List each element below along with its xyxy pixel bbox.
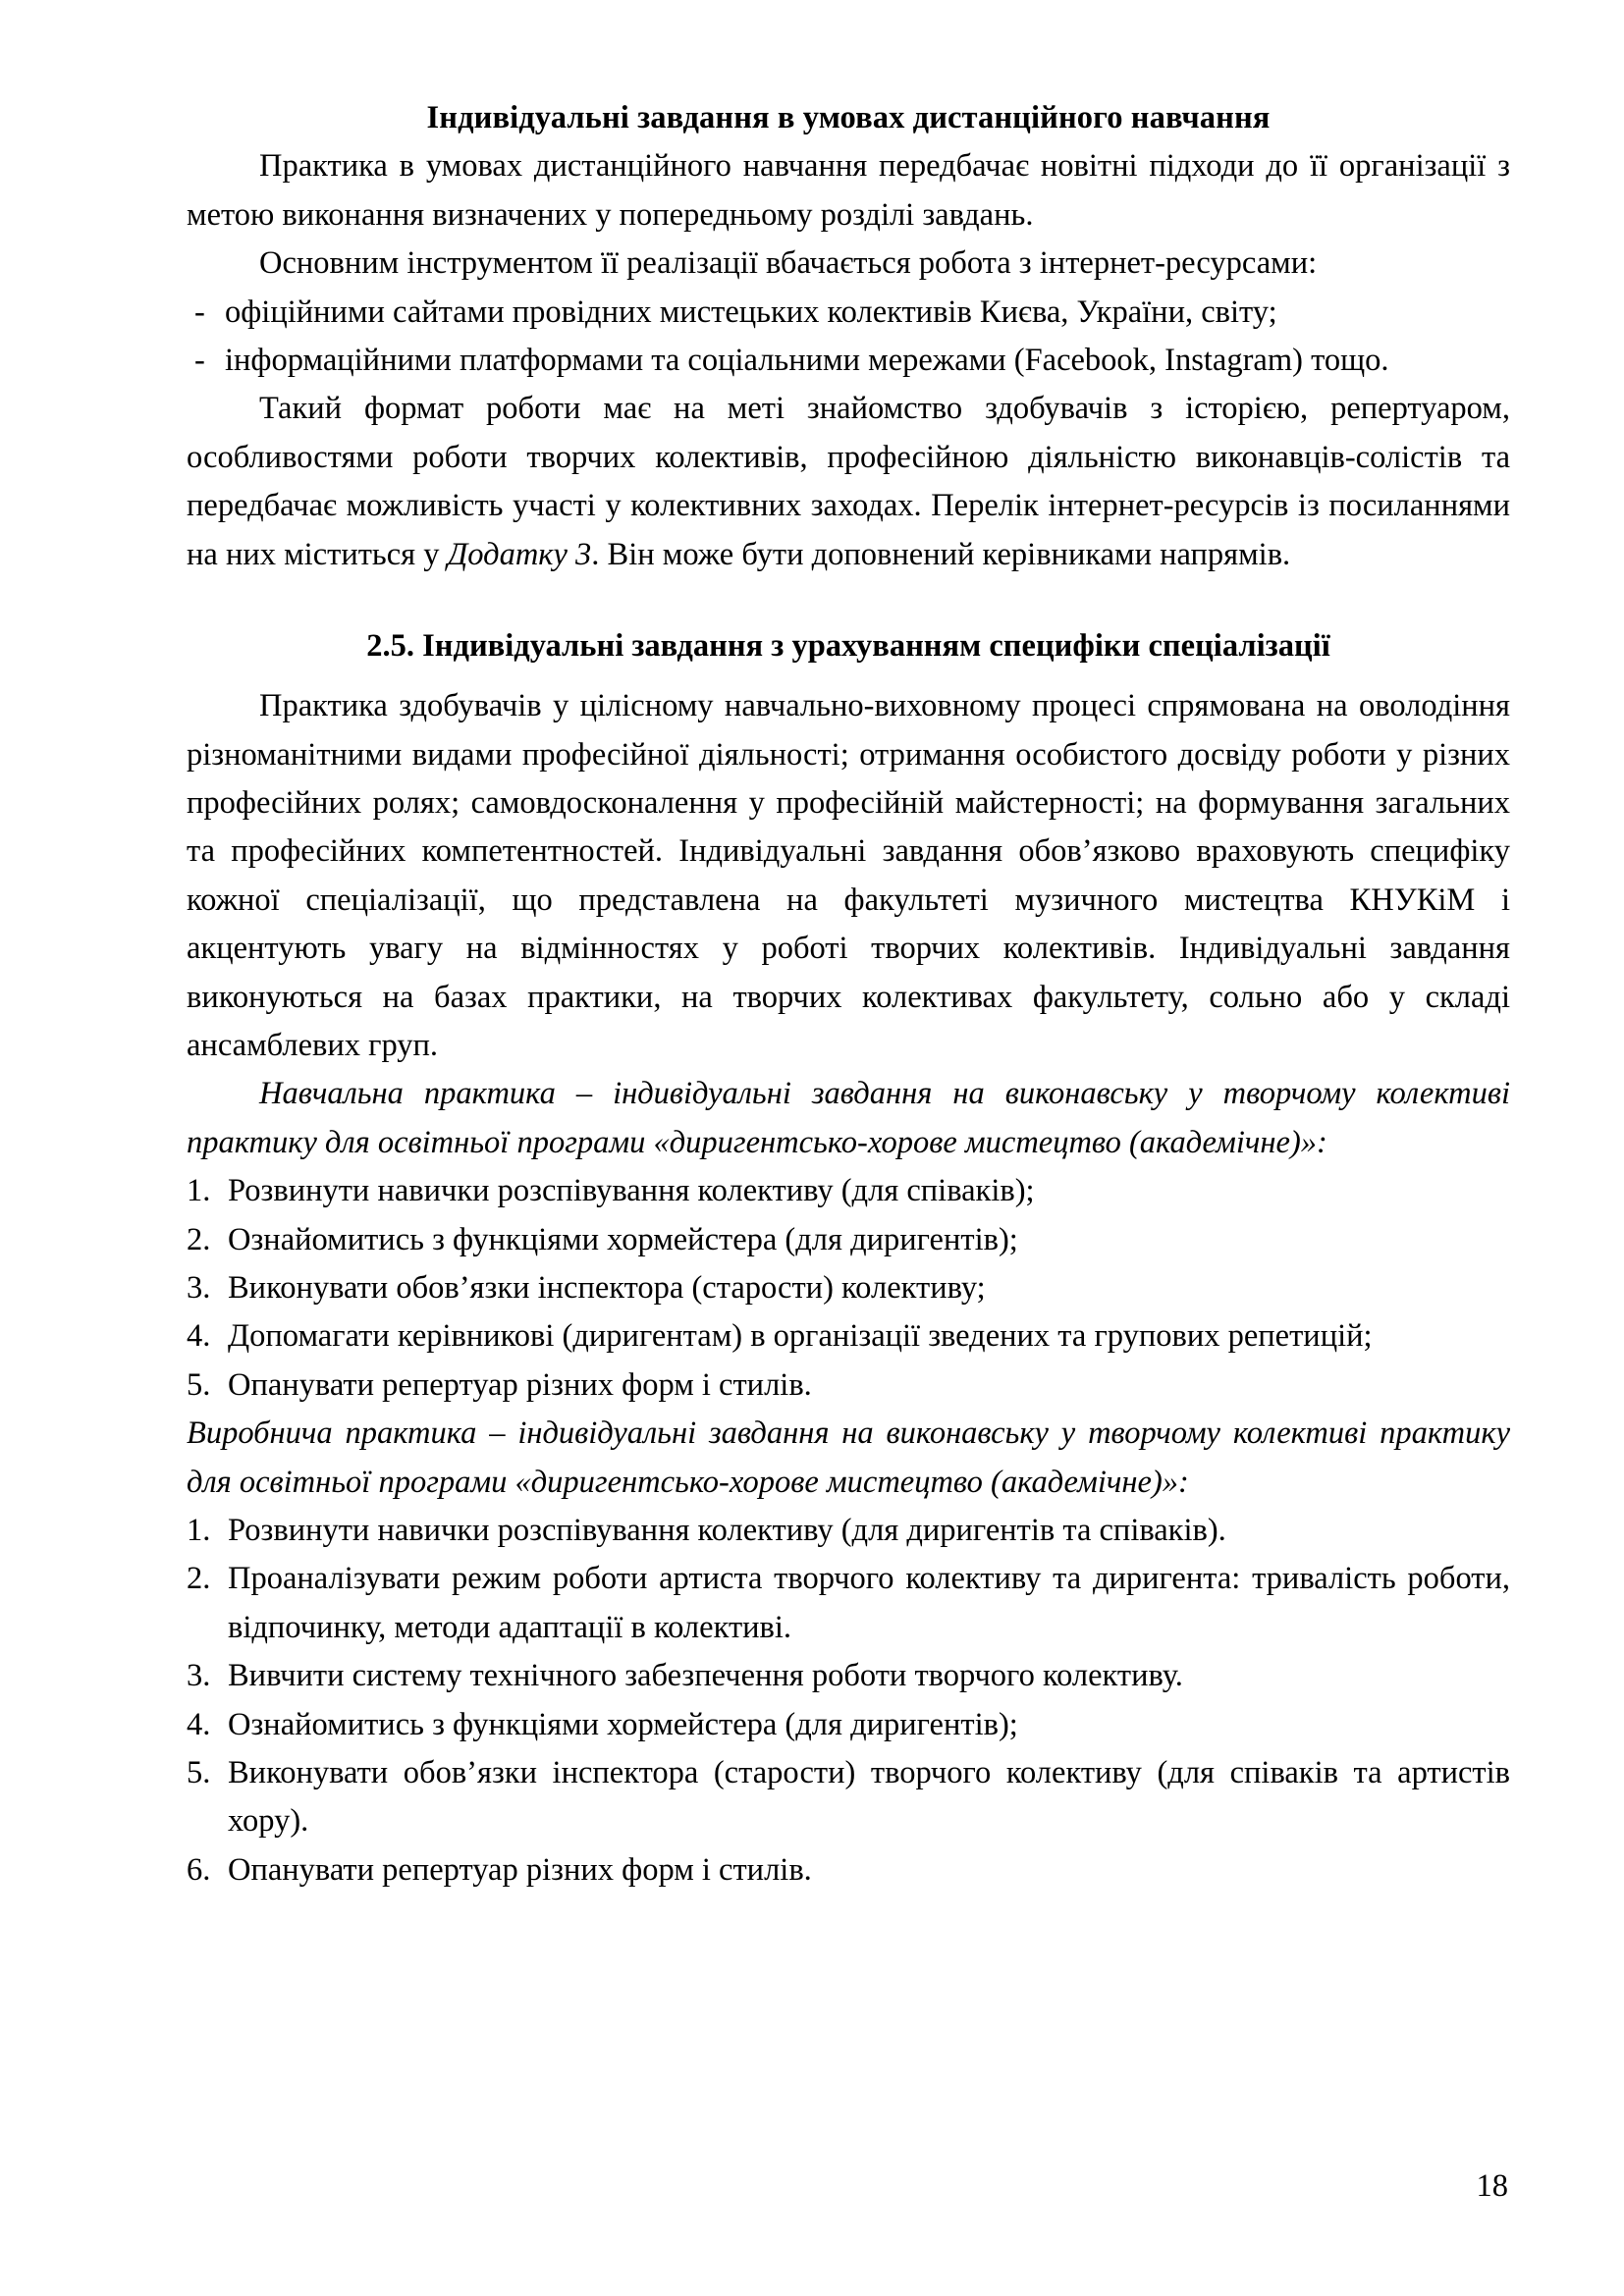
list-item-text: Вивчити систему технічного забезпечення роботи творчого колективу. [228, 1658, 1183, 1694]
list-item [187, 1507, 1510, 1555]
list-item-text: Допомагати керівникові (диригентам) в організації зведених та групових репетицій; [228, 1318, 1373, 1355]
educational-practice-tasks [187, 1167, 1510, 1410]
list-item-number: 1. [187, 1512, 211, 1548]
dash-bullet-icon: - [194, 342, 205, 378]
list-item [187, 1846, 1510, 1895]
list-item-text: Ознайомитись з функціями хормейстера (для диригентів); [228, 1221, 1018, 1257]
list-item [187, 1167, 1510, 1215]
list-item [187, 1312, 1510, 1361]
list-item-number: 4. [187, 1706, 211, 1742]
appendix-reference: Додатку 3 [447, 536, 592, 572]
list-item-text: Опанувати репертуар різних форм і стилів. [228, 1851, 812, 1888]
paragraph-text-part1: Такий формат роботи має на меті знайомство здобувачів з історією, репертуаром, особливостями роботи творчих колективів, професійною діяльністю виконавців-солістів та передбачає можливість участі у колективних заходах. Перелік інтернет-ресурсів із посиланнями на них міститься у [187, 391, 1510, 572]
paragraph-text-part2: . Він може бути доповнений керівниками напрямів. [591, 536, 1291, 572]
list-item [187, 1362, 1510, 1410]
section-2-5-paragraph: Практика здобувачів у цілісному навчально-виховному процесі спрямована на оволодіння різноманітними видами професійної діяльності; отримання особистого досвіду роботи у різних професійних ролях; самовдосконалення у професійній майстерності; на формування загальних та професійних компетентностей. Індивідуальні завдання обов’язково враховують специфіку кожної спеціалізації, що представлена на факультеті музичного мистецтва КНУКіМ і акцентують увагу на відмінностях у роботі творчих колективів. Індивідуальні завдання виконуються на базах практики, на творчих колективах факультету, сольно або у складі ансамблевих груп. [187, 688, 1510, 1064]
section-heading-2-5: 2.5. Індивідуальні завдання з урахуванням специфіки спеціалізації [366, 627, 1330, 664]
educational-practice-intro: Навчальна практика – індивідуальні завдання на виконавську у творчому колективі практику для освітньої програми «диригентсько-хорове мистецтво (академічне)»: [187, 1076, 1510, 1160]
page-title: Індивідуальні завдання в умовах дистанційного навчання [426, 100, 1271, 135]
list-item-text: Розвинути навички розспівування колективу (для диригентів та співаків). [228, 1512, 1226, 1548]
list-item [187, 1701, 1510, 1749]
vertical-spacer [187, 579, 1510, 622]
list-item-text: офіційними сайтами провідних мистецьких колективів Києва, України, світу; [225, 294, 1277, 330]
list-item [187, 289, 1510, 337]
list-item [187, 1216, 1510, 1264]
list-item-number: 1. [187, 1173, 211, 1209]
list-item-number: 2. [187, 1561, 211, 1597]
industrial-practice-tasks [187, 1507, 1510, 1895]
vertical-spacer [187, 670, 1510, 682]
intro-paragraph-1: Практика в умовах дистанційного навчання передбачає новітні підходи до її організації з метою виконання визначених у попередньому розділі завдань. [187, 148, 1510, 233]
list-item-text: Опанувати репертуар різних форм і стилів. [228, 1366, 812, 1403]
list-item-number: 3. [187, 1269, 211, 1306]
industrial-practice-intro: Виробнича практика – індивідуальні завдання на виконавську у творчому колективі практику для освітньої програми «диригентсько-хорове мистецтво (академічне)»: [187, 1415, 1510, 1500]
list-item [187, 337, 1510, 385]
list-item-number: 5. [187, 1366, 211, 1403]
list-item-number: 3. [187, 1658, 211, 1694]
list-item-text: Розвинути навички розспівування колективу (для співаків); [228, 1173, 1035, 1209]
list-item-text: Ознайомитись з функціями хормейстера (для диригентів); [228, 1706, 1018, 1742]
list-item-number: 2. [187, 1221, 211, 1257]
list-item-number: 6. [187, 1851, 211, 1888]
list-item [187, 1749, 1510, 1846]
list-item-text: інформаційними платформами та соціальними мережами (Facebook, Instagram) тощо. [225, 342, 1389, 378]
list-item-text: Проаналізувати режим роботи артиста творчого колективу та диригента: тривалість роботи, відпочинку, методи адаптації в колективі. [228, 1561, 1510, 1645]
list-item-text: Виконувати обов’язки інспектора (старости) творчого колективу (для співаків та артистів хору). [228, 1754, 1510, 1840]
page-number: 18 [1476, 2167, 1508, 2204]
list-item-number: 4. [187, 1318, 211, 1355]
intro-paragraph-2: Основним інструментом її реалізації вбачається робота з інтернет-ресурсами: [259, 245, 1318, 282]
list-item [187, 1652, 1510, 1700]
page-content [187, 94, 1510, 1895]
list-item-number: 5. [187, 1754, 211, 1790]
list-item-text: Виконувати обов’язки інспектора (старости) колективу; [228, 1269, 986, 1306]
dash-bullet-icon: - [194, 294, 205, 330]
internet-resources-list [187, 289, 1510, 386]
intro-paragraph-3 [187, 385, 1510, 579]
list-item [187, 1264, 1510, 1312]
list-item [187, 1555, 1510, 1652]
